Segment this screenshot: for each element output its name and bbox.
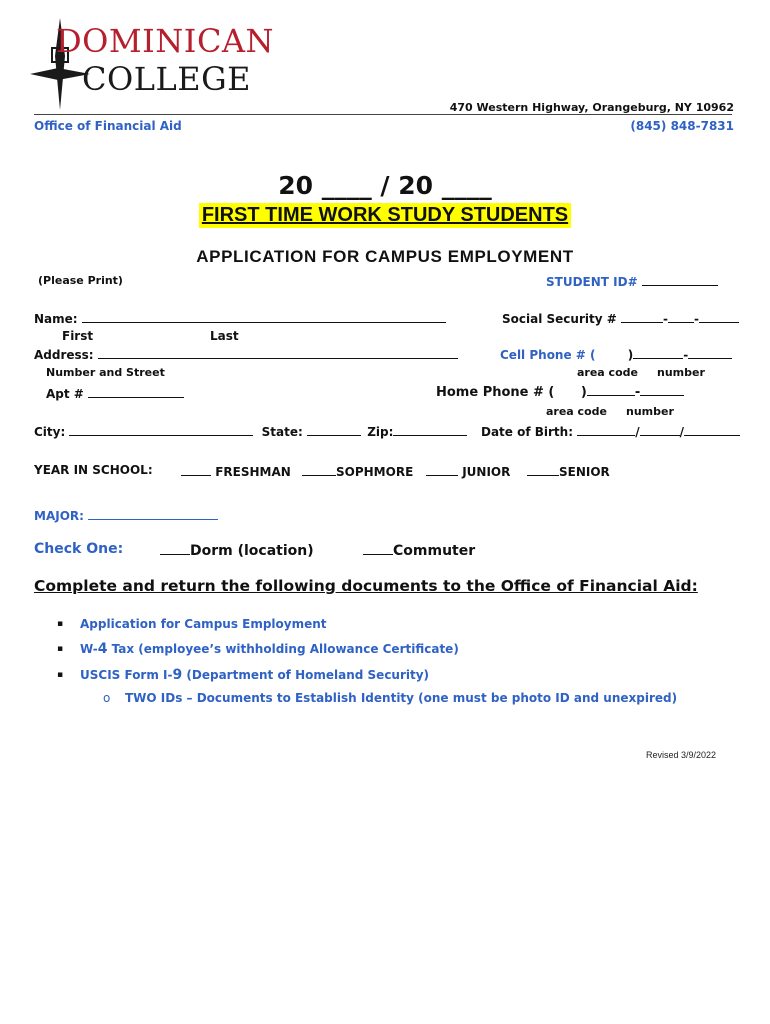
apt-input[interactable] xyxy=(88,386,184,398)
year-option-senior[interactable] xyxy=(527,464,610,479)
square-bullet-icon: ▪ xyxy=(57,670,64,680)
dob-year-input[interactable] xyxy=(684,424,740,436)
cell-phone-field: Cell Phone # ( ) - xyxy=(500,347,732,362)
home-phone-label: Home Phone # ( xyxy=(436,385,555,400)
sub-bullet-marker: o xyxy=(103,691,111,705)
zip-input[interactable] xyxy=(393,424,467,436)
square-bullet-icon: ▪ xyxy=(57,619,64,629)
home-area-code-input[interactable] xyxy=(559,385,581,396)
cell-area-code-caption: area code xyxy=(577,366,638,379)
year-option-freshman[interactable] xyxy=(181,464,291,479)
commuter-option[interactable] xyxy=(363,541,475,559)
w4-rest: Tax (employee’s withholding Allowance Certificate) xyxy=(107,642,459,656)
i9-number: 9 xyxy=(172,667,183,683)
w4-number: 4 xyxy=(97,641,108,657)
cell-number-caption: number xyxy=(657,366,705,379)
check-one-label: Check One: xyxy=(34,541,124,557)
year-in-school-label: YEAR IN SCHOOL: xyxy=(34,463,153,477)
document-item-i9 xyxy=(80,667,429,683)
year-option-junior[interactable] xyxy=(426,464,510,479)
student-id-label: STUDENT ID# xyxy=(546,275,638,289)
work-study-banner: FIRST TIME WORK STUDY STUDENTS xyxy=(199,203,571,228)
square-bullet-icon: ▪ xyxy=(57,644,64,654)
freshman-blank[interactable] xyxy=(181,464,211,476)
office-name: Office of Financial Aid xyxy=(34,119,182,133)
document-item-w4 xyxy=(80,641,459,657)
name-label: Name: xyxy=(34,312,78,326)
dob-month-input[interactable] xyxy=(577,424,635,436)
dorm-label: Dorm (location) xyxy=(190,543,314,559)
name-field xyxy=(34,311,446,326)
dob-field: Date of Birth: / / xyxy=(481,424,740,439)
ssn-input-2[interactable] xyxy=(668,311,694,323)
student-id-field xyxy=(546,274,718,289)
major-input[interactable] xyxy=(88,508,218,520)
apt-field xyxy=(46,386,184,401)
cell-number-input-1[interactable] xyxy=(633,347,683,359)
junior-blank[interactable] xyxy=(426,464,458,476)
address-label: Address: xyxy=(34,348,94,362)
student-id-input[interactable] xyxy=(642,274,718,286)
name-input[interactable] xyxy=(82,311,446,323)
home-number-input-2[interactable] xyxy=(640,384,684,396)
sophmore-label: SOPHMORE xyxy=(336,465,414,479)
city-input[interactable] xyxy=(69,424,253,436)
ssn-label: Social Security # xyxy=(502,312,617,326)
cell-phone-label: Cell Phone # ( xyxy=(500,348,596,362)
junior-label: JUNIOR xyxy=(462,465,511,479)
document-subitem-ids: TWO IDs – Documents to Establish Identity (one must be photo ID and unexpired) xyxy=(125,691,678,705)
dorm-option[interactable] xyxy=(160,541,314,559)
office-phone: (845) 848-7831 xyxy=(630,119,734,133)
banner-wrap xyxy=(0,203,770,228)
sophmore-blank[interactable] xyxy=(302,464,336,476)
senior-blank[interactable] xyxy=(527,464,559,476)
first-name-caption: First xyxy=(62,329,94,343)
home-phone-field: Home Phone # ( ) - xyxy=(436,384,684,400)
please-print-note: (Please Print) xyxy=(38,274,123,287)
commuter-blank[interactable] xyxy=(363,541,393,555)
city-label: City: xyxy=(34,425,66,439)
city-state-zip-field xyxy=(34,424,467,439)
i9-rest: (Department of Homeland Security) xyxy=(182,668,430,682)
state-input[interactable] xyxy=(307,424,361,436)
college-logo xyxy=(30,18,280,110)
number-street-caption: Number and Street xyxy=(46,366,165,379)
commuter-label: Commuter xyxy=(393,543,476,559)
document-item-application: Application for Campus Employment xyxy=(80,617,327,631)
year-option-sophmore[interactable] xyxy=(302,464,413,479)
cell-number-input-2[interactable] xyxy=(688,347,732,359)
header-divider xyxy=(34,114,732,115)
home-area-code-caption: area code xyxy=(546,405,607,418)
apt-label: Apt # xyxy=(46,387,84,401)
documents-heading: Complete and return the following documents to the Office of Financial Aid: xyxy=(34,577,698,595)
ssn-input-3[interactable] xyxy=(699,311,739,323)
major-label: MAJOR: xyxy=(34,509,84,523)
college-address: 470 Western Highway, Orangeburg, NY 10962 xyxy=(449,101,734,114)
dob-day-input[interactable] xyxy=(640,424,680,436)
last-name-caption: Last xyxy=(210,329,239,343)
cell-area-code-input[interactable] xyxy=(600,348,628,359)
ssn-input-1[interactable] xyxy=(621,311,663,323)
logo-word-college: COLLEGE xyxy=(82,60,251,98)
major-field xyxy=(34,508,218,523)
w4-prefix: W- xyxy=(80,642,98,656)
senior-label: SENIOR xyxy=(559,465,610,479)
revised-date: Revised 3/9/2022 xyxy=(646,750,717,760)
address-input[interactable] xyxy=(98,347,458,359)
freshman-label: FRESHMAN xyxy=(215,465,291,479)
logo-word-dominican: DOMINICAN xyxy=(56,22,275,60)
address-field xyxy=(34,347,458,362)
home-number-caption: number xyxy=(626,405,674,418)
application-title: APPLICATION FOR CAMPUS EMPLOYMENT xyxy=(196,247,574,266)
state-label: State: xyxy=(261,425,303,439)
dorm-blank[interactable] xyxy=(160,541,190,555)
academic-year-line: 20 ____ / 20 ____ xyxy=(278,171,492,200)
home-number-input-1[interactable] xyxy=(587,384,635,396)
i9-prefix: USCIS Form I- xyxy=(80,668,173,682)
ssn-field: Social Security # - - xyxy=(502,311,739,326)
zip-label: Zip: xyxy=(367,425,394,439)
dob-label: Date of Birth: xyxy=(481,425,574,439)
